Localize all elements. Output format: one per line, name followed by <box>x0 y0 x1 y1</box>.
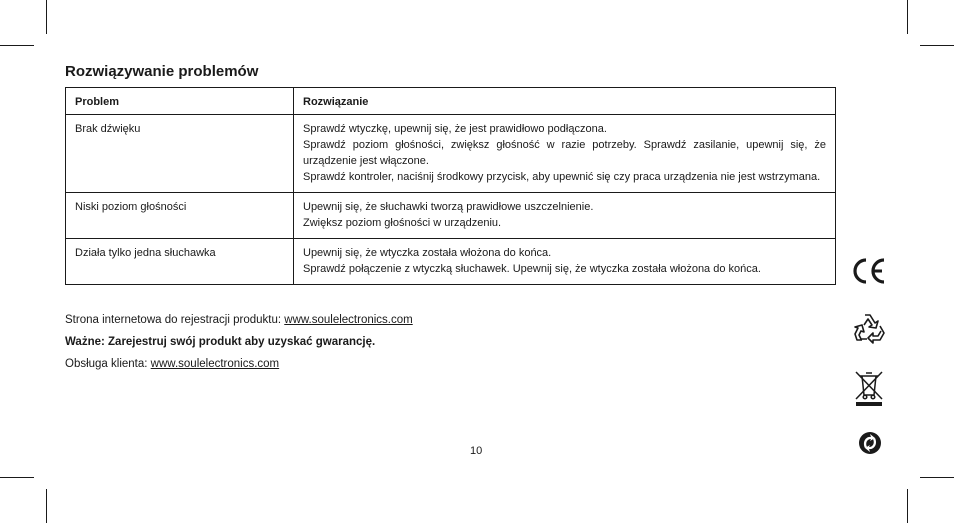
support-link[interactable]: www.soulelectronics.com <box>150 358 280 370</box>
ce-mark-icon <box>850 256 888 286</box>
solution-cell <box>294 115 836 193</box>
table-row <box>66 239 836 285</box>
solution-line: Zwiększ poziom głośności w urządzeniu. <box>303 217 502 229</box>
important-note: Ważne: Zarejestruj swój produkt aby uzyskać gwarancję. <box>65 336 376 348</box>
problem-cell: Brak dźwięku <box>66 115 294 193</box>
solution-line: Upewnij się, że wtyczka została włożona do końca. <box>303 247 552 259</box>
crop-mark-top-left-h <box>0 45 34 46</box>
recycle-icon <box>853 312 887 344</box>
column-header-problem: Problem <box>66 88 294 115</box>
troubleshooting-table <box>65 87 836 285</box>
crop-mark-top-right-v <box>907 0 908 34</box>
crop-mark-top-right-h <box>920 45 954 46</box>
crop-mark-top-left-v <box>46 0 47 34</box>
support-line <box>65 356 279 372</box>
crop-mark-bottom-right-h <box>920 477 954 478</box>
solution-cell <box>294 239 836 285</box>
problem-cell: Działa tylko jedna słuchawka <box>66 239 294 285</box>
solution-line: Sprawdź kontroler, naciśnij środkowy przycisk, aby upewnić się czy praca urządzenia nie jest wstrzymana. <box>303 171 821 183</box>
solution-line: Sprawdź poziom głośności, zwiększ głośność w razie potrzeby. Sprawdź zasilanie, upewnij się, że urządzenie jest włączone. <box>303 139 826 167</box>
registration-label: Strona internetowa do rejestracji produktu: <box>65 314 285 326</box>
crop-mark-bottom-left-h <box>0 477 34 478</box>
page-number: 10 <box>470 445 483 457</box>
support-label: Obsługa klienta: <box>65 358 151 370</box>
solution-line: Sprawdź wtyczkę, upewnij się, że jest prawidłowo podłączona. <box>303 123 607 135</box>
problem-cell: Niski poziom głośności <box>66 193 294 239</box>
page-title: Rozwiązywanie problemów <box>65 63 259 80</box>
table-row <box>66 193 836 239</box>
registration-line <box>65 312 413 328</box>
green-dot-icon <box>858 431 882 455</box>
crop-mark-bottom-right-v <box>907 489 908 523</box>
table-header-row <box>66 88 836 115</box>
solution-line: Sprawdź połączenie z wtyczką słuchawek. Upewnij się, że wtyczka została włożona do końca. <box>303 263 761 275</box>
column-header-solution: Rozwiązanie <box>294 88 836 115</box>
solution-line: Upewnij się, że słuchawki tworzą prawidłowe uszczelnienie. <box>303 201 594 213</box>
solution-cell <box>294 193 836 239</box>
registration-link[interactable]: www.soulelectronics.com <box>284 314 413 326</box>
weee-crossed-bin-icon <box>853 368 885 408</box>
table-row <box>66 115 836 193</box>
crop-mark-bottom-left-v <box>46 489 47 523</box>
